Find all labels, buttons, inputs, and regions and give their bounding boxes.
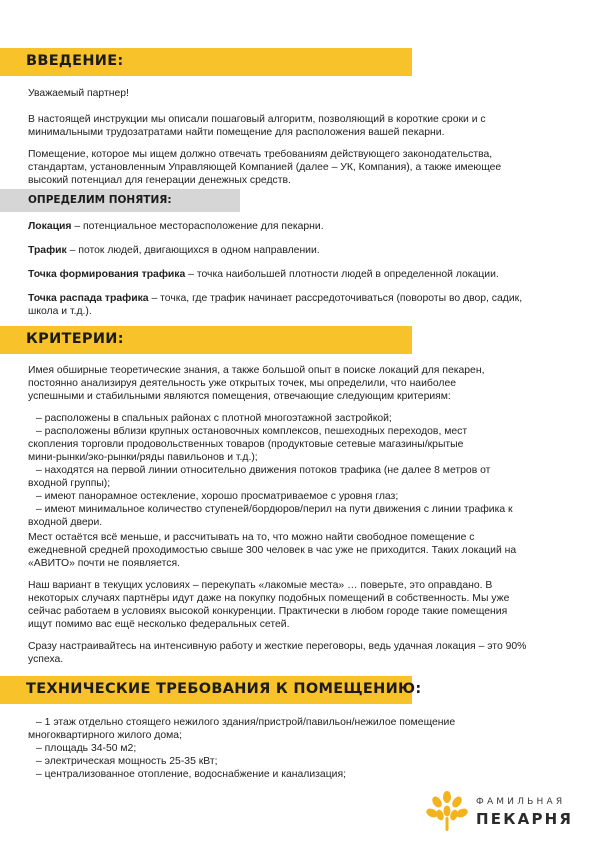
- criteria-paragraph-2: [28, 531, 566, 570]
- definition-term: Трафик: [28, 245, 67, 256]
- list-item: – находятся на первой линии относительно движения потоков трафика (не далее 8 метров от: [36, 465, 491, 476]
- definition-text: – потенциальное месторасположение для пекарни.: [71, 221, 324, 232]
- definition-text: – поток людей, двигающихся в одном направлении.: [66, 245, 320, 256]
- text-line: стандартам, установленным Управляющей Компанией (далее – УК, Компания), а также имеющее: [28, 162, 502, 173]
- definition-term: Точка распада трафика: [28, 293, 149, 304]
- list-item: – электрическая мощность 25-35 кВт;: [36, 756, 218, 767]
- list-item: – расположены вблизи крупных остановочных комплексов, пешеходных переходов, мест: [36, 426, 468, 437]
- list-item: – 1 этаж отдельно стоящего нежилого здания/пристрой/павильон/нежилое помещение: [36, 717, 456, 728]
- text-line: успешными и стабильными являются помещения, отвечающие следующим критериям:: [28, 391, 451, 402]
- text-line: Наш вариант в текущих условиях – перекупать «лакомые места» … поверьте, это оправдано. В: [28, 580, 493, 591]
- text-line: В настоящей инструкции мы описали пошаговый алгоритм, позволяющий в короткие сроки и с: [28, 114, 486, 125]
- logo-text-big: ПЕКАРНЯ: [476, 810, 574, 828]
- text-line: Мест остаётся всё меньше, и рассчитывать на то, что можно найти свободное помещение с: [28, 532, 475, 543]
- wheat-icon: [424, 789, 470, 833]
- intro-paragraph-1: [28, 113, 566, 139]
- section-title: ТЕХНИЧЕСКИЕ ТРЕБОВАНИЯ К ПОМЕЩЕНИЮ:: [26, 681, 422, 697]
- text-line: минимальными трудозатратами найти помещение для расположения вашей пекарни.: [28, 127, 445, 138]
- definition-text: – точка, где трафик начинает рассредоточиваться (повороты во двор, садик,: [148, 293, 523, 304]
- list-item: – централизованное отопление, водоснабжение и канализация;: [36, 769, 346, 780]
- intro-paragraph-2: [28, 148, 566, 187]
- section-header-intro: [0, 48, 412, 76]
- list-item: – имеют панорамное остекление, хорошо просматриваемое с уровня глаз;: [36, 491, 399, 502]
- list-item: скопления торговли продовольственных товаров (продуктовые сетевые магазины/крытые: [28, 439, 464, 450]
- list-item: – площадь 34-50 м2;: [36, 743, 137, 754]
- text-line: некоторых случаях партнёры идут даже на покупку подобных помещений в собственность. Мы уже: [28, 593, 510, 604]
- criteria-intro: [28, 364, 566, 403]
- tech-list: [28, 716, 566, 781]
- section-title: КРИТЕРИИ:: [26, 331, 124, 347]
- definition-term: Локация: [28, 221, 72, 232]
- section-title: ВВЕДЕНИЕ:: [26, 53, 124, 69]
- text-line: постоянно анализируя деятельность уже открытых точек, мы определили, что наиболее: [28, 378, 457, 389]
- list-item: – имеют минимальное количество ступеней/бордюров/перил на пути движения с линии трафика к: [36, 504, 513, 515]
- text-line: Помещение, которое мы ищем должно отвечать требованиям действующего законодательства,: [28, 149, 493, 160]
- text-line: успеха.: [28, 654, 64, 665]
- criteria-list: [28, 412, 566, 529]
- text-line: «АВИТО» почти не появляется.: [28, 558, 180, 569]
- logo-text-small: ФАМИЛЬНАЯ: [476, 797, 566, 807]
- definition-term: Точка формирования трафика: [28, 269, 186, 280]
- text-line: ищут помимо вас ещё несколько федеральных сетей.: [28, 619, 290, 630]
- definitions-header: [0, 189, 240, 212]
- definitions-title: ОПРЕДЕЛИМ ПОНЯТИЯ:: [28, 194, 172, 206]
- definition-traffic-decay: [28, 292, 566, 318]
- text-line: Сразу настраивайтесь на интенсивную работу и жесткие переговоры, ведь удачная локация – это 90%: [28, 641, 527, 652]
- section-header-tech: [0, 676, 422, 704]
- text-line: сейчас работаем в условиях высокой конкуренции. Практически в любом городе такие помещения: [28, 606, 508, 617]
- definition-traffic-formation: [28, 268, 566, 281]
- list-item: входной двери.: [28, 517, 103, 528]
- list-item: многоквартирного жилого дома;: [28, 730, 182, 741]
- criteria-paragraph-4: [28, 640, 566, 666]
- text-line: ежедневной средней проходимостью свыше 300 человек в час уже не приходится. Таких локаций на: [28, 545, 517, 556]
- list-item: входной группы);: [28, 478, 111, 489]
- criteria-paragraph-3: [28, 579, 566, 631]
- text-line: высокий потенциал для генерации денежных средств.: [28, 175, 291, 186]
- definition-text: школа и т.д.).: [28, 306, 92, 317]
- greeting: Уважаемый партнер!: [28, 88, 129, 99]
- definition-text: – точка наибольшей плотности людей в определенной локации.: [185, 269, 499, 280]
- definition-traffic: [28, 244, 566, 257]
- text-line: Имея обширные теоретические знания, а также большой опыт в поиске локаций для пекарен,: [28, 365, 485, 376]
- section-header-criteria: [0, 326, 412, 354]
- list-item: мини-рынки/эко-рынки/ряды павильонов и т.д.);: [28, 452, 258, 463]
- definition-location: [28, 220, 566, 233]
- list-item: – расположены в спальных районах с плотной многоэтажной застройкой;: [36, 413, 392, 424]
